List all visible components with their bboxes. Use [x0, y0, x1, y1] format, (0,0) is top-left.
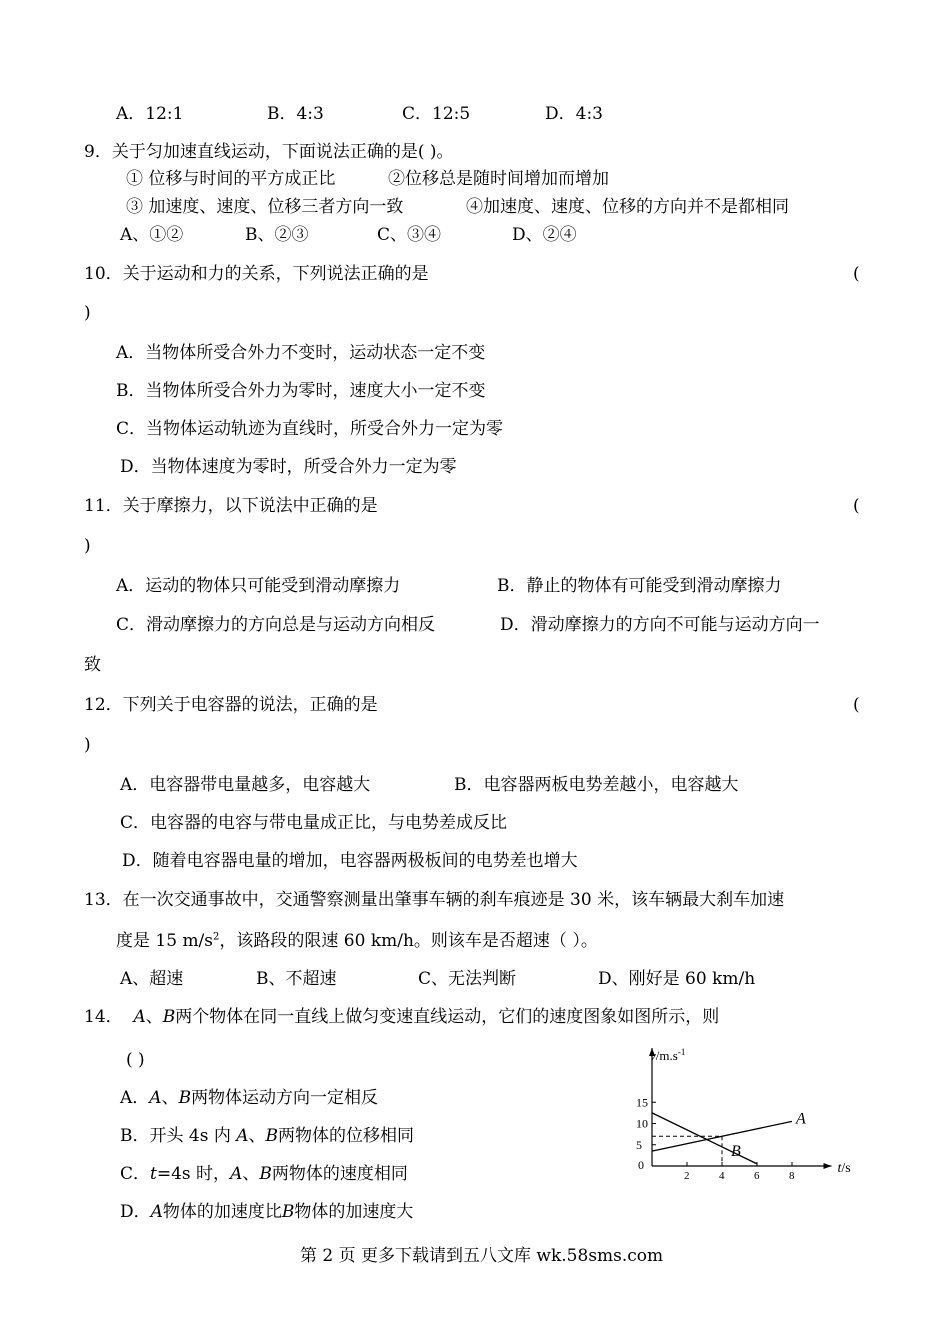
- q9-stem: 9．关于匀加速直线运动，下面说法正确的是( )。: [84, 142, 454, 162]
- x-tick-label-2: 2: [684, 1170, 690, 1182]
- q11-stem: 11．关于摩擦力，以下说法中正确的是: [84, 496, 378, 516]
- q14-option-d: D．A物体的加速度比B物体的加速度大: [120, 1202, 414, 1222]
- q8-option-c: C．12:5: [402, 104, 471, 124]
- origin-label: 0: [638, 1158, 644, 1172]
- velocity-time-chart: [625, 1042, 855, 1187]
- x-axis-arrow: [824, 1163, 832, 1169]
- q11-option-a: A．运动的物体只可能受到滑动摩擦力: [116, 576, 401, 596]
- q10-paren-open: (: [853, 264, 860, 284]
- q10-option-b: B．当物体所受合外力为零时，速度大小一定不变: [116, 381, 486, 401]
- q12-stem: 12．下列关于电容器的说法，正确的是: [84, 695, 378, 715]
- q14-option-c: C．t=4s 时，A、B两物体的速度相同: [120, 1164, 408, 1184]
- q10-option-a: A．当物体所受合外力不变时，运动状态一定不变: [116, 343, 486, 363]
- q12-option-a: A．电容器带电量越多，电容越大: [120, 775, 371, 795]
- q14-stem: 14． A、B两个物体在同一直线上做匀变速直线运动，它们的速度图象如图所示，则: [84, 1007, 720, 1027]
- q11-paren-close: ): [84, 536, 91, 556]
- y-axis-label: $v/m.s^{-1}$: [650, 1047, 686, 1063]
- q9-option-b: B、②③: [245, 225, 309, 245]
- q10-option-d: D．当物体速度为零时，所受合外力一定为零: [120, 457, 457, 477]
- y-tick-label-10: 10: [636, 1116, 648, 1131]
- x-tick-label-8: 8: [789, 1170, 795, 1182]
- q11-option-b: B．静止的物体有可能受到滑动摩擦力: [497, 576, 782, 596]
- q11-option-c: C．滑动摩擦力的方向总是与运动方向相反: [116, 615, 436, 635]
- q12-option-d: D．随着电容器电量的增加，电容器两极板间的电势差也增大: [122, 851, 578, 871]
- q13-option-d: D、刚好是 60 km/h: [598, 969, 756, 989]
- series-label-B: B: [731, 1142, 741, 1160]
- x-axis-label: t/s: [837, 1161, 851, 1176]
- q9-statement-1: ① 位移与时间的平方成正比: [126, 169, 336, 189]
- q8-option-b: B．4:3: [267, 104, 324, 124]
- q9-statement-3: ③ 加速度、速度、位移三者方向一致: [126, 197, 404, 217]
- q11-option-d: D．滑动摩擦力的方向不可能与运动方向一: [500, 615, 820, 635]
- q13-option-a: A、超速: [120, 969, 184, 989]
- y-tick-label-5: 5: [636, 1137, 642, 1152]
- q9-option-d: D、②④: [512, 225, 577, 245]
- q13-stem-line1: 13．在一次交通事故中，交通警察测量出肇事车辆的刹车痕迹是 30 米，该车辆最大刹车加速: [84, 890, 785, 910]
- y-tick-label-15: 15: [636, 1095, 648, 1110]
- page-footer: 第 2 页 更多下载请到五八文库 wk.58sms.com: [300, 1246, 664, 1266]
- q12-option-b: B．电容器两板电势差越小，电容越大: [454, 775, 739, 795]
- q12-paren-close: ): [84, 735, 91, 755]
- q14-option-a: A．A、B两物体运动方向一定相反: [120, 1088, 379, 1108]
- q13-option-b: B、不超速: [256, 969, 337, 989]
- q14-answer-paren: ( ): [126, 1050, 145, 1070]
- q9-statement-4: ④加速度、速度、位移的方向并不是都相同: [466, 197, 789, 217]
- q12-option-c: C．电容器的电容与带电量成正比，与电势差成反比: [120, 813, 508, 833]
- q9-statement-2: ②位移总是随时间增加而增加: [388, 169, 609, 189]
- q10-paren-close: ): [84, 303, 91, 323]
- q13-stem-line2: 度是 15 $m/s^2$，该路段的限速 60 km/h。则该车是否超速（ ）。: [116, 931, 598, 951]
- q8-option-d: D．4:3: [545, 104, 603, 124]
- q11-paren-open: (: [853, 496, 860, 516]
- q11-option-d-continued: 致: [84, 655, 101, 675]
- q13-option-c: C、无法判断: [418, 969, 517, 989]
- q9-option-c: C、③④: [377, 225, 442, 245]
- x-tick-label-4: 4: [719, 1170, 725, 1182]
- x-tick-label-6: 6: [754, 1170, 760, 1182]
- q10-stem: 10．关于运动和力的关系，下列说法正确的是: [84, 264, 429, 284]
- series-label-A: A: [796, 1110, 806, 1128]
- series-line-B: [652, 1113, 757, 1164]
- q8-option-a: A．12:1: [116, 104, 184, 124]
- q14-option-b: B．开头 4s 内 A、B两物体的位移相同: [120, 1126, 415, 1146]
- q10-option-c: C．当物体运动轨迹为直线时，所受合外力一定为零: [116, 419, 504, 439]
- q9-option-a: A、①②: [120, 225, 184, 245]
- q12-paren-open: (: [853, 695, 860, 715]
